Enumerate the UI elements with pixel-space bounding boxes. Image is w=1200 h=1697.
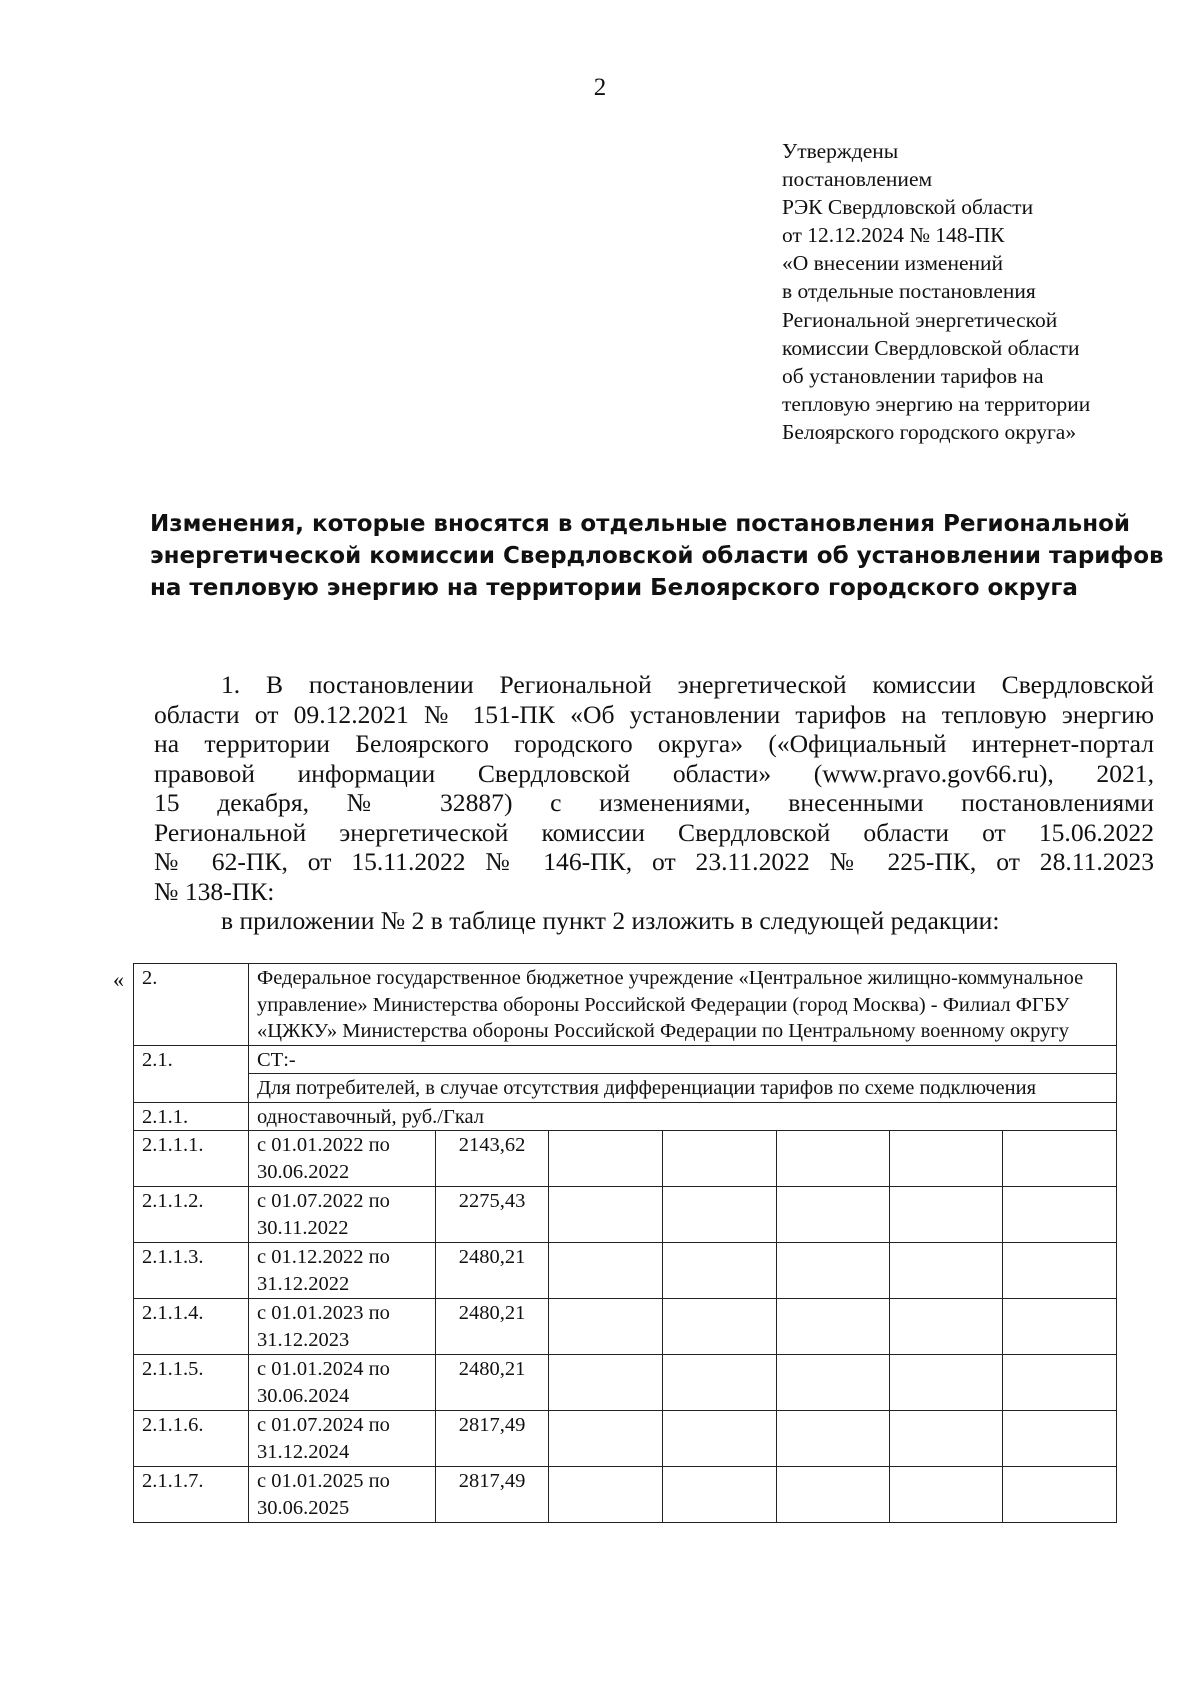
approval-line: комиссии Свердловской области [782,335,1080,360]
empty-cell [1003,1411,1117,1467]
empty-cell [549,1411,663,1467]
org-row [134,964,1117,1046]
empty-cell [777,1411,890,1467]
row-value: 2480,21 [436,1243,549,1299]
empty-cell [890,1299,1003,1355]
empty-cell [890,1243,1003,1299]
paragraph-line: на территории Белоярского городского округа» («Официальный интернет-портал [154,729,1154,758]
row-number: 2.1.1.2. [134,1187,249,1243]
opening-quote: « [113,967,124,992]
empty-cell [777,1299,890,1355]
table-row [134,1467,1117,1523]
tariff-number: 2.1.1. [134,1102,249,1131]
row-value: 2817,49 [436,1411,549,1467]
approval-line: в отдельные постановления [782,279,1036,304]
empty-cell [777,1243,890,1299]
empty-cell [663,1243,777,1299]
section-number: 2.1. [134,1045,249,1102]
paragraph-line: № 138-ПК: [154,876,275,906]
instruction-line: в приложении № 2 в таблице пункт 2 изложить в следующей редакции: [221,906,1000,935]
row-number: 2.1.1.1. [134,1131,249,1187]
empty-cell [663,1131,777,1187]
page-number: 2 [593,74,607,101]
empty-cell [1003,1187,1117,1243]
tariff-type-row [134,1102,1117,1131]
empty-cell [1003,1131,1117,1187]
row-period: с 01.12.2022 по 31.12.2022 [249,1243,436,1299]
empty-cell [663,1299,777,1355]
approval-line: об установлении тарифов на [782,363,1044,388]
table-row [134,1299,1117,1355]
empty-cell [777,1187,890,1243]
empty-cell [1003,1355,1117,1411]
empty-cell [663,1355,777,1411]
table-row [134,1131,1117,1187]
row-period: с 01.01.2023 по 31.12.2023 [249,1299,436,1355]
empty-cell [549,1131,663,1187]
org-number: 2. [134,964,249,1046]
empty-cell [549,1243,663,1299]
document-title [150,508,1164,604]
section-label: СТ:- [249,1045,1117,1074]
row-value: 2143,62 [436,1131,549,1187]
title-line: на тепловую энергию на территории Белоярского городского округа [150,575,1078,601]
title-line: Изменения, которые вносятся в отдельные постановления Региональной [150,511,1131,537]
tariff-table [133,963,1117,1523]
row-number: 2.1.1.6. [134,1411,249,1467]
empty-cell [663,1411,777,1467]
paragraph-line: Региональной энергетической комиссии Свердловской области от 15.06.2022 [154,817,1154,847]
row-value: 2817,49 [436,1467,549,1523]
row-period: с 01.07.2024 по 31.12.2024 [249,1411,436,1467]
paragraph-line: области от 09.12.2021 № 151-ПК «Об установлении тарифов на тепловую энергию [154,699,1154,729]
empty-cell [549,1355,663,1411]
consumer-row [134,1074,1117,1103]
approval-line: тепловую энергию на территории [782,391,1091,416]
approval-line: Утверждены [782,139,899,163]
approval-line: Белоярского городского округа» [782,419,1077,444]
empty-cell [1003,1467,1117,1523]
empty-cell [890,1355,1003,1411]
empty-cell [1003,1299,1117,1355]
approval-line: от 12.12.2024 № 148-ПК [782,223,1005,248]
tariff-label: одноставочный, руб./Гкал [249,1102,1117,1131]
empty-cell [890,1131,1003,1187]
empty-cell [890,1467,1003,1523]
approval-line: Региональной энергетической [782,307,1058,332]
empty-cell [1003,1243,1117,1299]
row-number: 2.1.1.5. [134,1355,249,1411]
empty-cell [663,1467,777,1523]
table-row [134,1243,1117,1299]
empty-cell [549,1467,663,1523]
paragraph-line: 1. В постановлении Региональной энергетической комиссии Свердловской [221,670,1154,699]
section-row [134,1045,1117,1074]
paragraph-line: 15 декабря, № 32887) с изменениями, внесенными постановлениями [154,788,1154,817]
org-name: Федеральное государственное бюджетное учреждение «Центральное жилищно-коммунальное управление» Министерства обороны Российской Федерации (город Москва) - Филиал ФГБУ «ЦЖКУ» Министерства обороны Российской Федерации по Центральному военному округу [249,964,1117,1046]
empty-cell [777,1467,890,1523]
empty-cell [777,1355,890,1411]
table-row [134,1355,1117,1411]
consumer-label: Для потребителей, в случае отсутствия дифференциации тарифов по схеме подключения [249,1074,1117,1103]
row-period: с 01.01.2022 по 30.06.2022 [249,1131,436,1187]
title-line: энергетической комиссии Свердловской области об установлении тарифов [150,543,1164,569]
approval-line: постановлением [782,167,933,192]
table-row [134,1411,1117,1467]
empty-cell [663,1187,777,1243]
paragraph-line: № 62-ПК, от 15.11.2022 № 146-ПК, от 23.11.2022 № 225-ПК, от 28.11.2023 [154,847,1154,876]
row-number: 2.1.1.4. [134,1299,249,1355]
row-number: 2.1.1.3. [134,1243,249,1299]
row-period: с 01.07.2022 по 30.11.2022 [249,1187,436,1243]
empty-cell [549,1299,663,1355]
row-value: 2480,21 [436,1299,549,1355]
amendment-paragraph [154,670,1154,936]
approval-block [782,137,1192,446]
paragraph-line: правовой информации Свердловской области» (www.pravo.gov66.ru), 2021, [154,758,1154,788]
row-value: 2275,43 [436,1187,549,1243]
table-row [134,1187,1117,1243]
row-value: 2480,21 [436,1355,549,1411]
row-number: 2.1.1.7. [134,1467,249,1523]
approval-line: РЭК Свердловской области [782,195,1034,220]
approval-line: «О внесении изменений [782,251,1004,276]
row-period: с 01.01.2025 по 30.06.2025 [249,1467,436,1523]
empty-cell [777,1131,890,1187]
row-period: с 01.01.2024 по 30.06.2024 [249,1355,436,1411]
empty-cell [890,1411,1003,1467]
empty-cell [549,1187,663,1243]
empty-cell [890,1187,1003,1243]
